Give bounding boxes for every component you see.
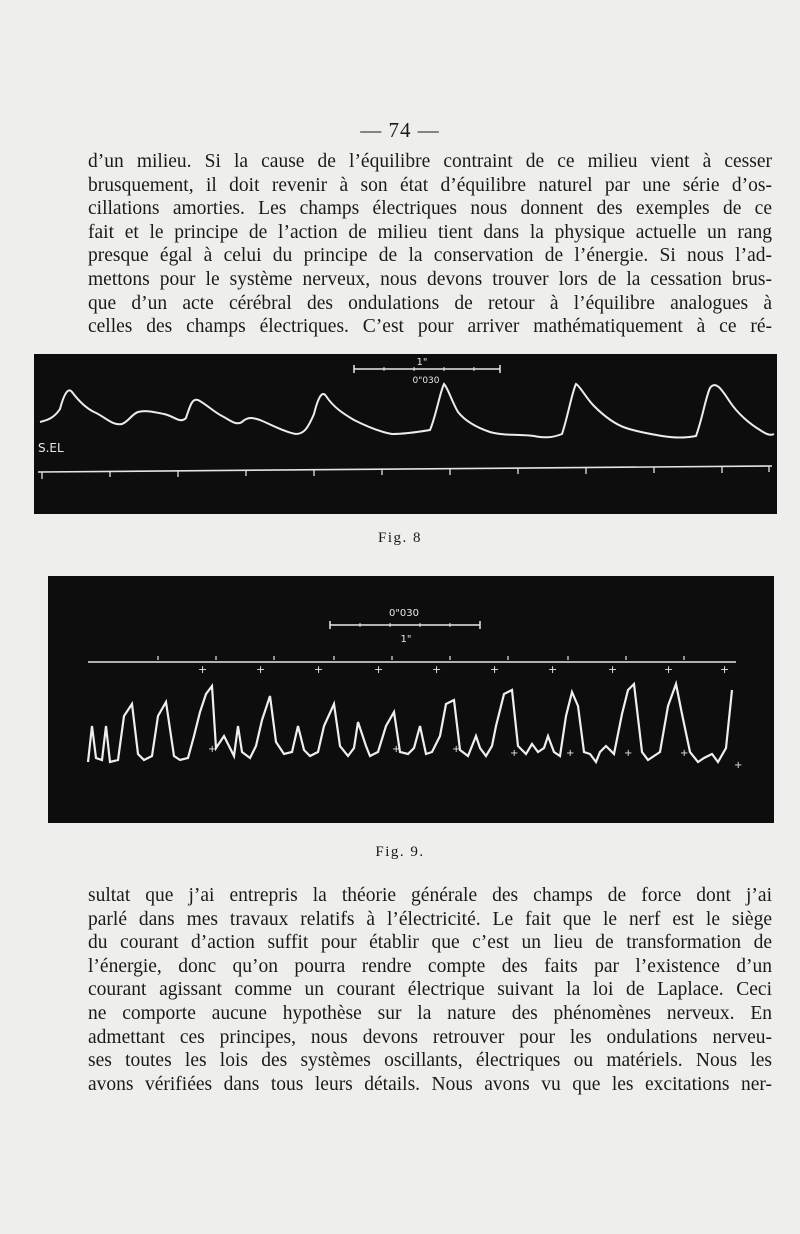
page-number: — 74 — (360, 118, 440, 142)
text-line: mettons pour le système nerveux, nous devons trouver lors de la cessation brus- (88, 268, 772, 290)
oscillation-trace (40, 384, 774, 438)
svg-text:+: + (374, 663, 384, 676)
text-line: admettant ces principes, nous devons retrouver pour les ondulations nerveu- (88, 1026, 772, 1048)
text-line: ne comporte aucune hypothèse sur la nature des phénomènes nerveux. En (88, 1002, 772, 1024)
text-line: sultat que j’ai entrepris la théorie générale des champs de force dont j’ai (88, 885, 772, 906)
svg-text:+: + (734, 760, 743, 771)
scale-time-label: 1" (400, 634, 412, 645)
svg-text:+: + (510, 748, 519, 759)
text-line: parlé dans mes travaux relatifs à l’électricité. Le fait que le nerf est le siège (88, 908, 772, 930)
svg-text:+: + (198, 663, 208, 676)
svg-text:+: + (680, 748, 689, 759)
signal-ticks (158, 656, 684, 660)
time-marker-ticks (42, 466, 769, 479)
svg-text:+: + (548, 663, 558, 676)
figure-9-trace (48, 576, 774, 823)
paragraph-top (88, 150, 772, 339)
text-line: du courant d’action suffit pour établir que c’est un lieu de transformation de (88, 932, 772, 954)
figure-9-caption: Fig. 9. (375, 844, 425, 860)
svg-text:+: + (432, 663, 442, 676)
excitation-marks (198, 663, 729, 676)
text-line: avons vérifiées dans tous leurs détails. Nous avons vu que les excitations ner- (88, 1073, 772, 1095)
figure-8-caption: Fig. 8 (377, 530, 422, 546)
svg-text:+: + (720, 663, 730, 676)
text-line: presque égal à celui du principe de la conservation de l’énergie. Si nous l’ad- (88, 245, 772, 267)
text-line: cillations amorties. Les champs électriques nous donnent des exemples de ce (88, 198, 772, 220)
svg-text:+: + (392, 744, 401, 755)
svg-text:+: + (566, 748, 575, 759)
text-line: d’un milieu. Si la cause de l’équilibre contraint de ce milieu vient à cesser (88, 151, 772, 172)
paragraph-bottom (88, 884, 772, 1096)
text-line: ses toutes les lois des systèmes oscillants, électriques ou matériels. Nous les (88, 1050, 772, 1072)
svg-text:+: + (664, 663, 674, 676)
text-line: brusquement, il doit revenir à son état d’équilibre naturel par une série d’os- (88, 174, 772, 196)
svg-text:+: + (208, 744, 217, 755)
scale-duration-label: 0"030 (412, 376, 440, 386)
response-trace (88, 684, 732, 762)
svg-text:+: + (314, 663, 324, 676)
svg-text:+: + (452, 744, 461, 755)
text-line: que d’un acte cérébral des ondulations de retour à l’équilibre analogues à (88, 292, 772, 314)
text-line: fait et le principe de l’action de milieu tient dans la physique actuelle un rang (88, 221, 772, 243)
svg-text:+: + (624, 748, 633, 759)
text-line: celles des champs électriques. C’est pour arriver mathématiquement à ce ré- (88, 316, 772, 338)
svg-text:+: + (490, 663, 500, 676)
response-marks (208, 744, 742, 771)
svg-text:+: + (608, 663, 618, 676)
figure-8-trace (34, 354, 777, 514)
figure-8-plate (34, 354, 777, 514)
scale-time-label: 1" (416, 357, 428, 368)
svg-text:+: + (256, 663, 266, 676)
time-marker-line (38, 466, 772, 472)
text-line: l’énergie, donc qu’on pourra rendre compte des faits par l’existence d’un (88, 955, 772, 977)
trace-label: S.EL (38, 441, 64, 455)
text-line: courant agissant comme un courant électrique suivant la loi de Laplace. Ceci (88, 979, 772, 1001)
scale-duration-label: 0"030 (388, 608, 420, 619)
figure-9-plate (48, 576, 774, 823)
